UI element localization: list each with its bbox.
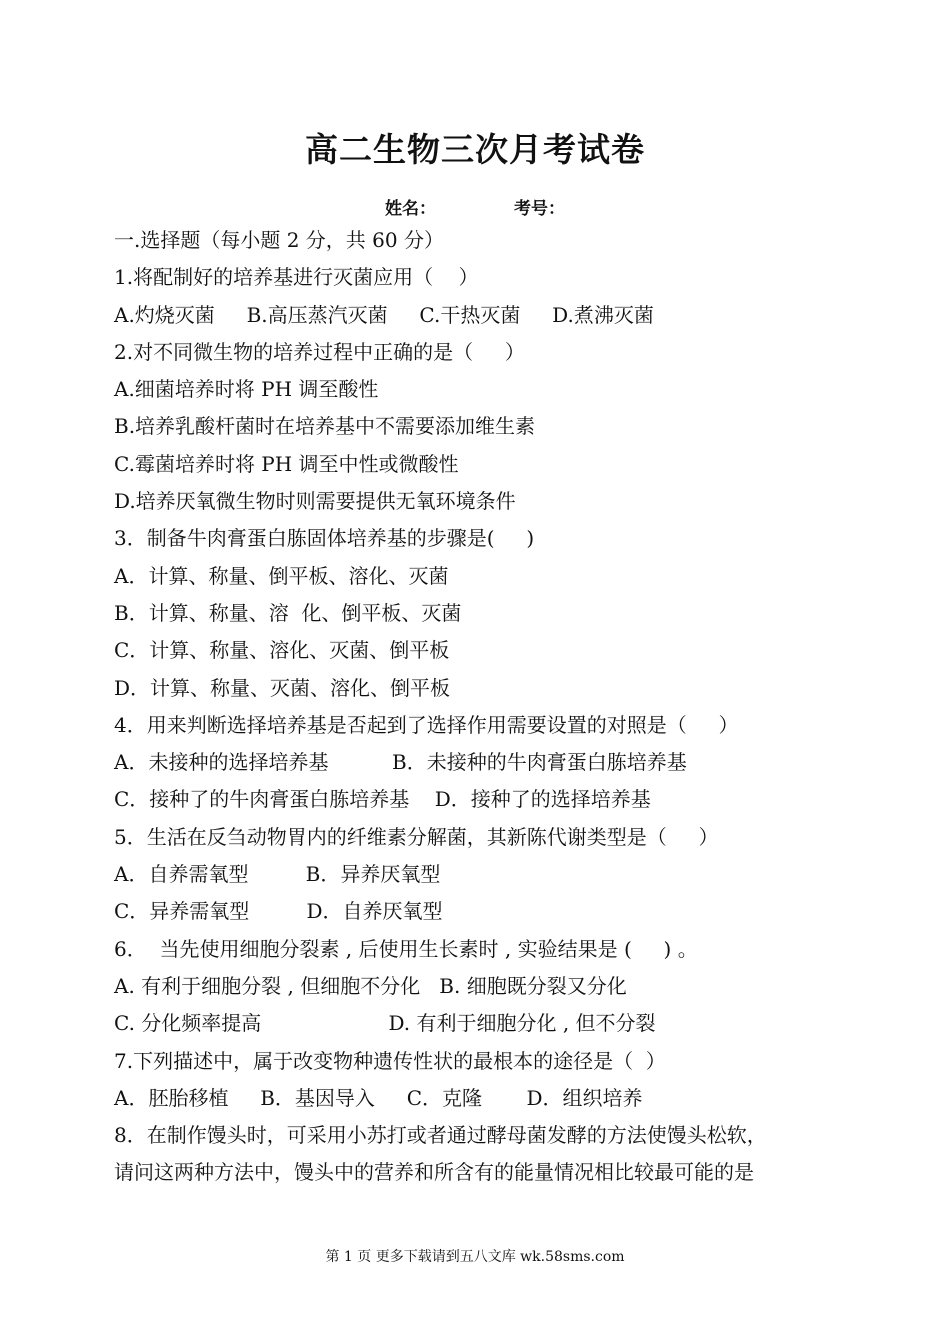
question-7: 7.下列描述中，属于改变物种遗传性状的最根本的途径是（ ） xyxy=(114,1048,666,1073)
question-body xyxy=(114,222,854,1192)
question-4: 4．用来判断选择培养基是否起到了选择作用需要设置的对照是（ ） xyxy=(114,712,739,737)
question-3: 3．制备牛肉膏蛋白胨固体培养基的步骤是( ) xyxy=(114,526,535,551)
page-footer: 第 1 页 更多下载请到五八文库 wk.58sms.com xyxy=(325,1249,625,1265)
question-4-options-ab: A．未接种的选择培养基 B．未接种的牛肉膏蛋白胨培养基 xyxy=(114,750,687,775)
question-5: 5．生活在反刍动物胃内的纤维素分解菌，其新陈代谢类型是（ ） xyxy=(114,824,719,849)
section-heading: 一.选择题（每小题 2 分，共 60 分） xyxy=(114,228,444,252)
question-2-option-c: C.霉菌培养时将 PH 调至中性或微酸性 xyxy=(114,451,459,476)
question-5-options-ab: A．自养需氧型 B．异养厌氧型 xyxy=(114,862,441,887)
question-6-options-cd: C. 分化频率提高 D. 有利于细胞分化 , 但不分裂 xyxy=(114,1011,656,1036)
question-6-options-ab: A. 有利于细胞分裂 , 但细胞不分化 B. 细胞既分裂又分化 xyxy=(114,973,627,998)
question-5-options-cd: C．异养需氧型 D．自养厌氧型 xyxy=(114,899,443,924)
question-3-option-d: D．计算、称量、灭菌、溶化、倒平板 xyxy=(114,675,451,700)
question-6: 6． 当先使用细胞分裂素 , 后使用生长素时 , 实验结果是 ( ) 。 xyxy=(114,936,698,961)
exam-number-label: 考号： xyxy=(514,199,565,219)
question-2: 2.对不同微生物的培养过程中正确的是（ ） xyxy=(114,339,525,364)
question-4-options-cd: C．接种了的牛肉膏蛋白胨培养基 D．接种了的选择培养基 xyxy=(114,787,651,812)
question-8-continued: 请问这两种方法中，馒头中的营养和所含有的能量情况相比较最可能的是 xyxy=(114,1160,754,1185)
question-2-option-d: D.培养厌氧微生物时则需要提供无氧环境条件 xyxy=(114,489,516,514)
question-2-option-a: A.细菌培养时将 PH 调至酸性 xyxy=(114,377,379,402)
name-label: 姓名： xyxy=(385,199,436,219)
question-2-option-b: B.培养乳酸杆菌时在培养基中不需要添加维生素 xyxy=(114,414,536,439)
student-info xyxy=(0,194,950,219)
question-7-options: A．胚胎移植 B．基因导入 C．克隆 D．组织培养 xyxy=(114,1085,643,1110)
page-title: 高二生物三次月考试卷 xyxy=(305,130,645,169)
question-1: 1.将配制好的培养基进行灭菌应用（ ） xyxy=(114,265,479,290)
question-8: 8．在制作馒头时，可采用小苏打或者通过酵母菌发酵的方法使馒头松软， xyxy=(114,1123,767,1148)
question-3-option-b: B．计算、称量、溶 化、倒平板、灭菌 xyxy=(114,600,462,625)
question-3-option-a: A．计算、称量、倒平板、溶化、灭菌 xyxy=(114,563,449,588)
question-3-option-c: C．计算、称量、溶化、灭菌、倒平板 xyxy=(114,638,450,663)
question-1-options: A.灼烧灭菌 B.高压蒸汽灭菌 C.干热灭菌 D.煮沸灭菌 xyxy=(114,302,654,327)
